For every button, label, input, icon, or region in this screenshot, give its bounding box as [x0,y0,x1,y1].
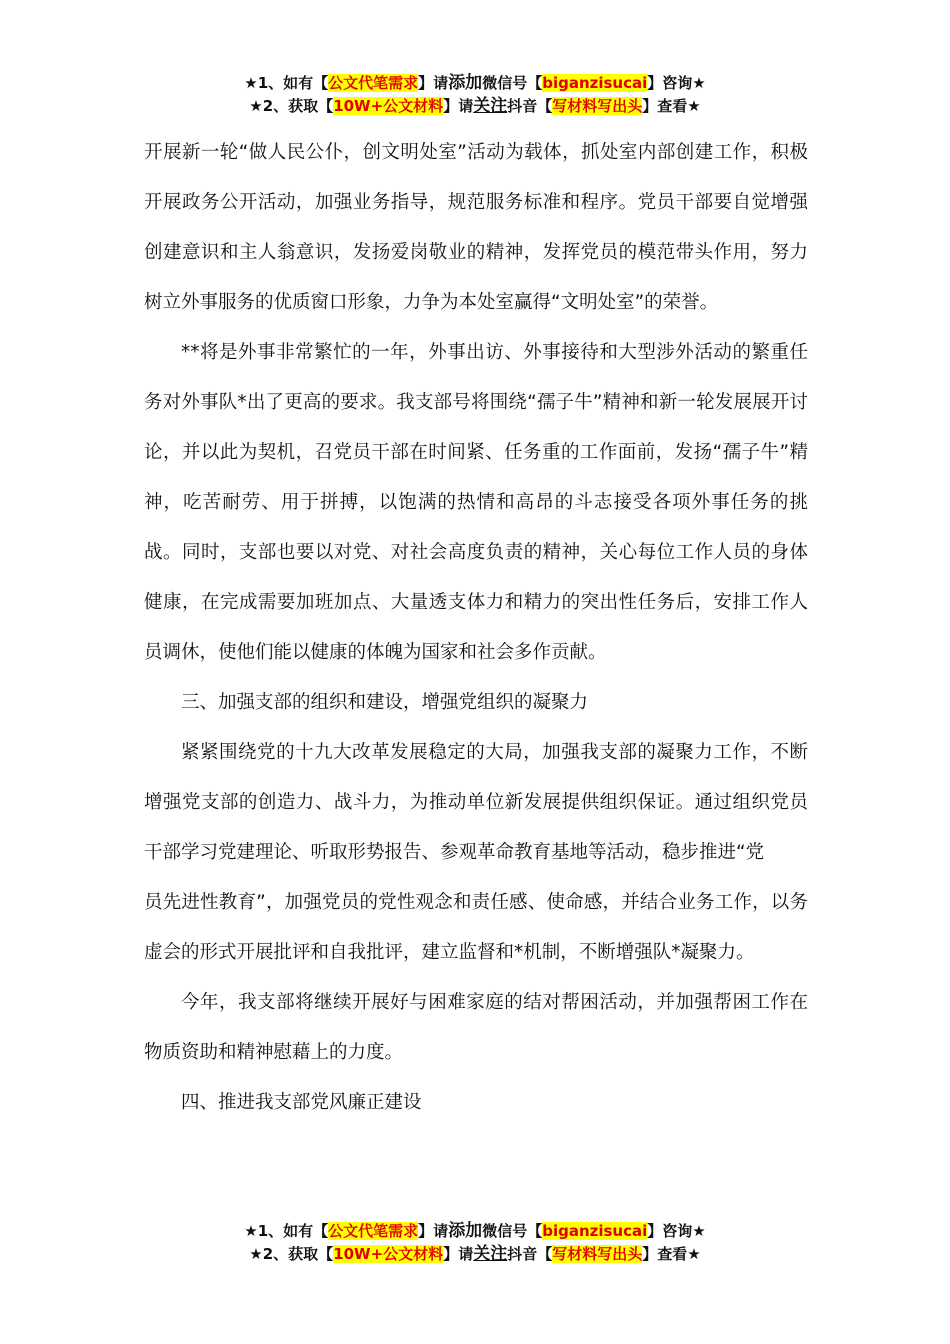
header-banner [0,72,950,118]
banner-line-2 [0,1243,950,1266]
banner-text: 】咨询★ [647,1222,706,1240]
banner-text: 】请 [418,1222,449,1240]
banner-highlight: 公文代笔需求 [328,74,419,92]
banner-text: 】咨询★ [647,74,706,92]
section-heading: 三、加强支部的组织和建设，增强党组织的凝聚力 [181,692,589,713]
banner-highlight: 10W+公文材料 [333,97,444,115]
banner-text: 】请 [443,1245,474,1263]
banner-highlight: 10W+公文材料 [333,1245,444,1263]
banner-emphasis: 添加 [448,73,483,93]
banner-line-1 [0,1220,950,1243]
banner-text: 】请 [443,97,474,115]
banner-text: 】查看★ [642,1245,701,1263]
banner-emphasis: 关注 [473,1244,508,1264]
banner-text: ★2、获取【 [249,97,334,115]
paragraph: 紧紧围绕党的十九大改革发展稳定的大局，加强我支部的凝聚力工作，不断增强党支部的创造力、战斗力，为推动单位新发展提供组织保证。通过组织党员干部学习党建理论、听取形势报告、参观革命教育基地等活动，稳步推进“党 [144,742,808,863]
banner-text: 】查看★ [642,97,701,115]
banner-douyin-id: 写材料写出头 [552,97,643,115]
banner-emphasis: 关注 [473,96,508,116]
banner-douyin-id: 写材料写出头 [552,1245,643,1263]
banner-text: 抖音【 [507,1245,553,1263]
paragraph: 开展新一轮“做人民公仆，创文明处室”活动为载体，抓处室内部创建工作，积极开展政务公开活动，加强业务指导，规范服务标准和程序。党员干部要自觉增强创建意识和主人翁意识，发扬爱岗敬业的精神，发挥党员的模范带头作用，努力树立外事服务的优质窗口形象，力争为本处室赢得“文明处室”的荣誉。 [144,142,808,313]
banner-text: 抖音【 [507,97,553,115]
banner-text: ★1、如有【 [244,1222,329,1240]
banner-line-2 [0,95,950,118]
banner-text: ★1、如有【 [244,74,329,92]
banner-highlight: 公文代笔需求 [328,1222,419,1240]
banner-wechat-id: biganzisucai [542,1222,648,1240]
paragraph: **将是外事非常繁忙的一年，外事出访、外事接待和大型涉外活动的繁重任务对外事队*出了更高的要求。我支部号将围绕“孺子牛”精神和新一轮发展展开讨论，并以此为契机，召党员干部在时间紧、任务重的工作面前，发扬“孺子牛”精神，吃苦耐劳、用于拼搏，以饱满的热情和高昂的斗志接受各项外事任务的挑战。同时，支部也要以对党、对社会高度负责的精神，关心每位工作人员的身体健康，在完成需要加班加点、大量透支体力和精力的突出性任务后，安排工作人员调休，使他们能以健康的体魄为国家和社会多作贡献。 [144,342,808,663]
section-heading: 四、推进我支部党风廉正建设 [181,1092,422,1113]
banner-text: 微信号【 [482,1222,543,1240]
paragraph: 今年，我支部将继续开展好与困难家庭的结对帮困活动，并加强帮困工作在物质资助和精神慰藉上的力度。 [144,992,808,1063]
banner-text: ★2、获取【 [249,1245,334,1263]
document-body [144,128,808,1128]
footer-banner [0,1220,950,1266]
banner-text: 微信号【 [482,74,543,92]
banner-line-1 [0,72,950,95]
banner-wechat-id: biganzisucai [542,74,648,92]
paragraph: 员先进性教育”，加强党员的党性观念和责任感、使命感，并结合业务工作，以务虚会的形式开展批评和自我批评，建立监督和*机制，不断增强队*凝聚力。 [144,892,808,963]
banner-emphasis: 添加 [448,1221,483,1241]
banner-text: 】请 [418,74,449,92]
